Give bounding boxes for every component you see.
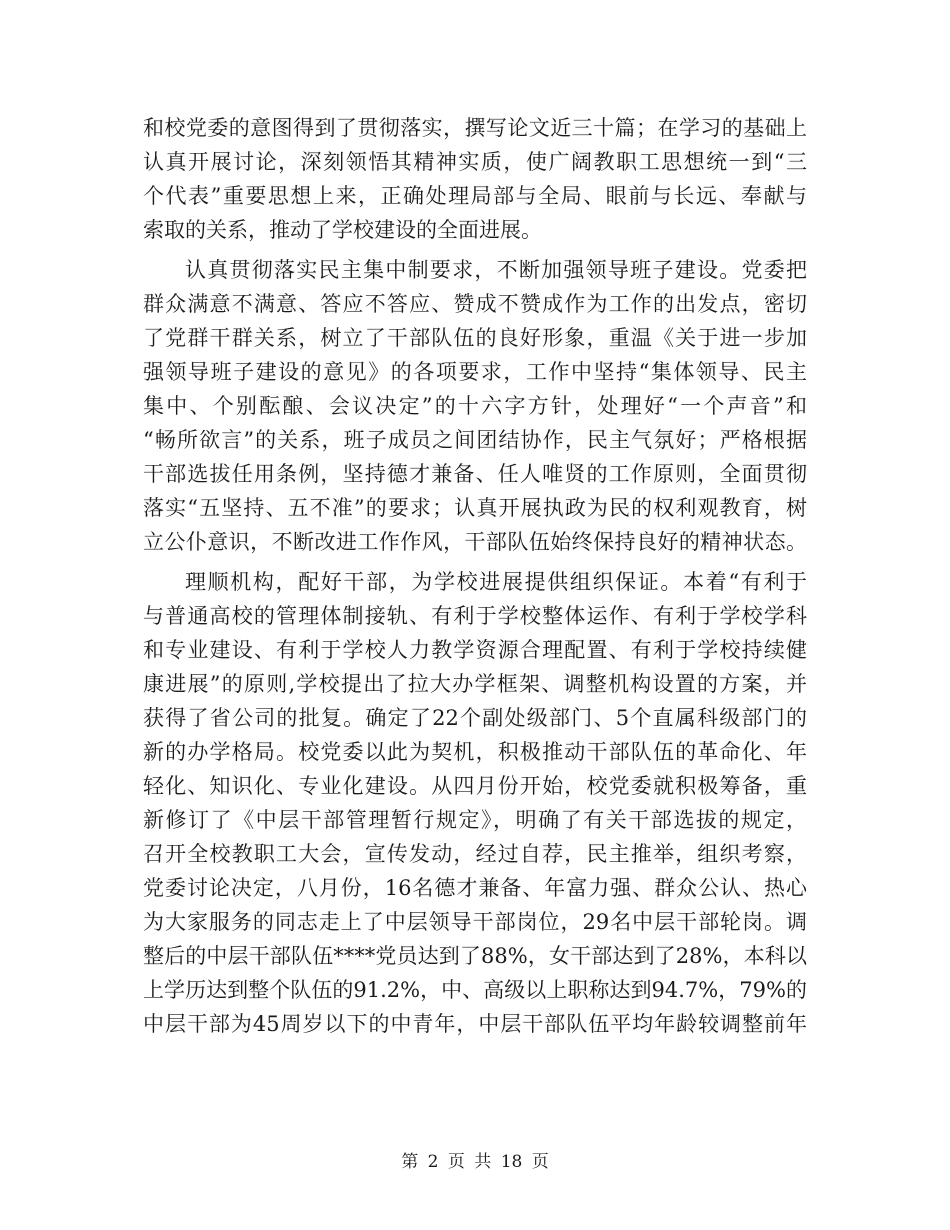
paragraph-3-line-3: 和专业建设、有利于学校人力教学资源合理配置、有利于学校持续健: [143, 638, 807, 662]
paragraph-3-line-13: 上学历达到整个队伍的91.2%，中、高级以上职称达到94.7%，79%的: [143, 978, 807, 1002]
paragraph-3-line-14: 中层干部为45周岁以下的中青年，中层干部队伍平均年龄较调整前年: [143, 1012, 807, 1036]
paragraph-3-line-6: 新的办学格局。校党委以此为契机，积极推动干部队伍的革命化、年: [143, 740, 807, 764]
paragraph-2-line-2: 群众满意不满意、答应不答应、赞成不赞成作为工作的出发点，密切: [143, 292, 807, 316]
paragraph-3-line-10: 党委讨论决定，八月份，16名德才兼备、年富力强、群众公认、热心: [143, 876, 807, 900]
paragraph-2-line-7: 干部选拔任用条例，坚持德才兼备、任人唯贤的工作原则，全面贯彻: [143, 462, 807, 486]
paragraph-3-line-7: 轻化、知识化、专业化建设。从四月份开始，校党委就积极筹备，重: [143, 774, 807, 798]
paragraph-1-line-2: 认真开展讨论，深刻领悟其精神实质，使广阔教职工思想统一到“三: [143, 150, 807, 174]
paragraph-3-line-8: 新修订了《中层干部管理暂行规定》，明确了有关干部选拔的规定，: [143, 808, 807, 832]
paragraph-2-line-3: 了党群干群关系，树立了干部队伍的良好形象，重温《关于进一步加: [143, 326, 807, 350]
paragraph-2-line-5: 集中、个别酝酿、会议决定”的十六字方针，处理好“一个声音”和: [143, 394, 807, 418]
paragraph-3-line-11: 为大家服务的同志走上了中层领导干部岗位，29名中层干部轮岗。调: [143, 910, 807, 934]
paragraph-3-line-4: 康进展”的原则,学校提出了拉大办学框架、调整机构设置的方案，并: [143, 672, 807, 696]
paragraph-1-line-1: 和校党委的意图得到了贯彻落实，撰写论文近三十篇；在学习的基础上: [143, 116, 807, 140]
paragraph-3-line-1: 理顺机构，配好干部，为学校进展提供组织保证。本着“有利于: [185, 570, 807, 594]
paragraph-2-line-4: 强领导班子建设的意见》的各项要求，工作中坚持“集体领导、民主: [143, 360, 807, 384]
paragraph-1-line-4: 索取的关系，推动了学校建设的全面进展。: [143, 218, 542, 242]
page-number-footer: 第 2 页 共 18 页: [401, 1152, 549, 1172]
paragraph-3-line-12: 整后的中层干部队伍****党员达到了88%，女干部达到了28%，本科以: [143, 944, 807, 968]
paragraph-2-line-9: 立公仆意识，不断改进工作作风，干部队伍始终保持良好的精神状态。: [143, 530, 807, 554]
paragraph-3-line-9: 召开全校教职工大会，宣传发动，经过自荐，民主推举，组织考察，: [143, 842, 807, 866]
paragraph-2-line-8: 落实“五坚持、五不准”的要求；认真开展执政为民的权利观教育，树: [143, 496, 807, 520]
paragraph-3-line-5: 获得了省公司的批复。确定了22个副处级部门、5个直属科级部门的: [143, 706, 807, 730]
paragraph-1-line-3: 个代表”重要思想上来，正确处理局部与全局、眼前与长远、奉献与: [143, 184, 807, 208]
paragraph-2-line-6: “畅所欲言”的关系，班子成员之间团结协作，民主气氛好；严格根据: [143, 428, 807, 452]
paragraph-3-line-2: 与普通高校的管理体制接轨、有利于学校整体运作、有利于学校学科: [143, 604, 807, 628]
paragraph-2-line-1: 认真贯彻落实民主集中制要求，不断加强领导班子建设。党委把: [185, 258, 807, 282]
